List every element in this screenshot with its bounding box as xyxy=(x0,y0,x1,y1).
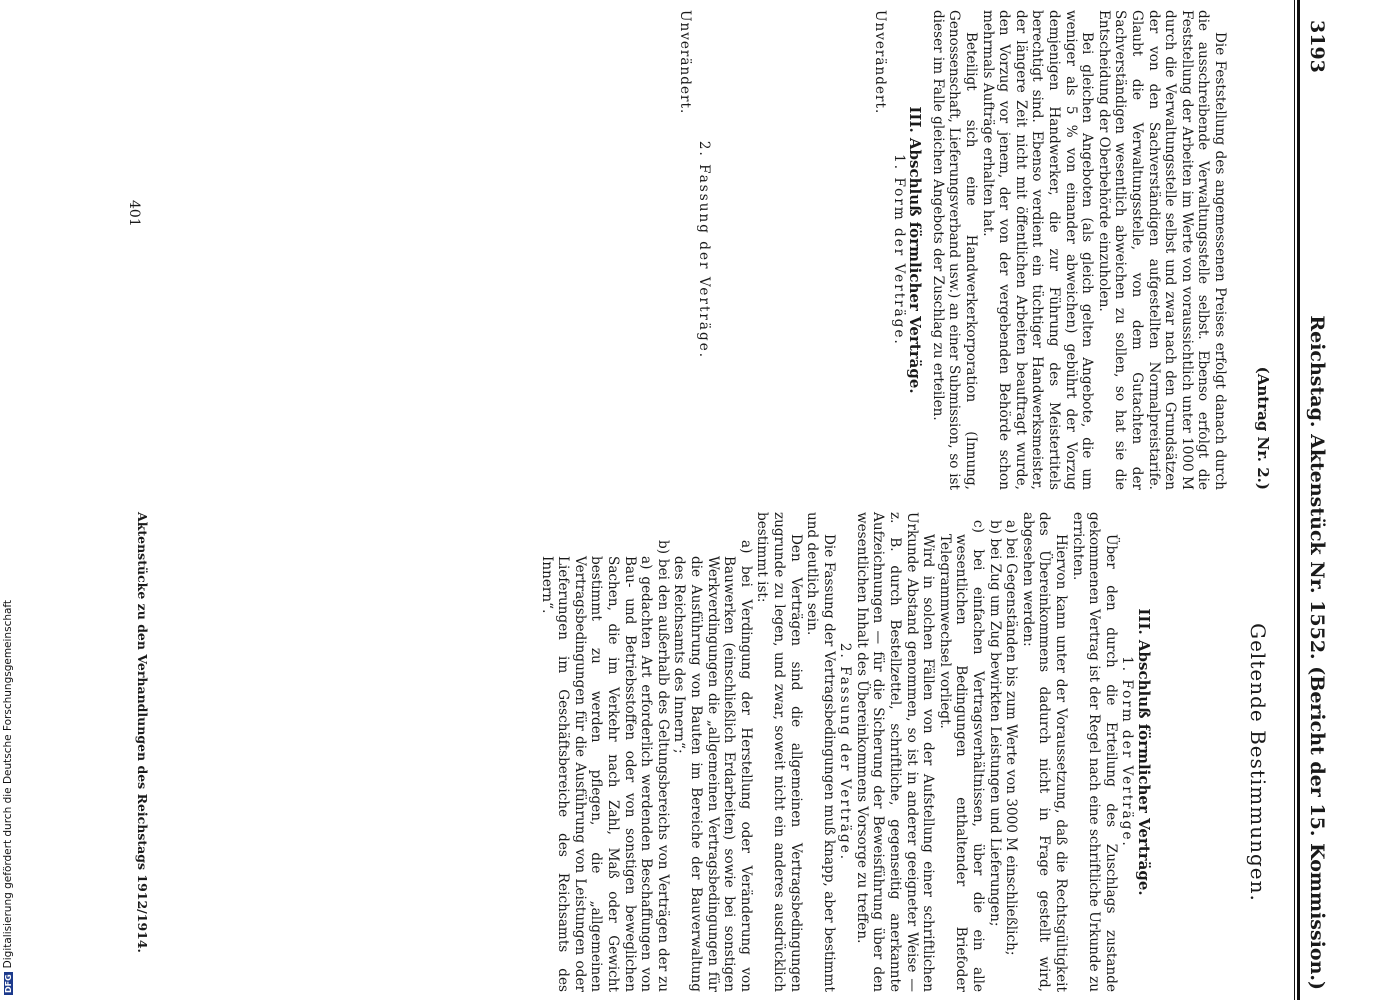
paragraph: Den Verträgen sind die allgemeinen Vertragsbedingungen zugrunde zu legen, und zwar, soweit nicht ein anderes ausdrücklich bestimmt ist: xyxy=(754,512,804,992)
dfg-logo: DFG xyxy=(4,974,13,993)
header-page-number: 3193 xyxy=(1306,20,1328,73)
section-title-geltende: Geltende Bestimmungen. xyxy=(1246,623,1270,902)
page-header xyxy=(1304,20,1328,990)
paragraph: Über den durch die Erteilung des Zuschlags zustande gekommenen Vertrag ist der Regel nach eine schriftliche Urkunde zu errichten. xyxy=(1069,512,1119,992)
header-rule xyxy=(1297,0,1300,1000)
list-item: b) bei Zug um Zug bewirkten Leistungen und Lieferungen; xyxy=(986,520,1003,927)
list-item: c) bei einfachen Vertragsverhältnissen, über die ein alle wesentlichen Bedingungen enthaltender Briefoder Telegrammwechsel vorliegt. xyxy=(936,520,987,992)
subsection-heading: 1. Form der Verträge. xyxy=(1119,656,1136,848)
list-item: a) bei Verdingung der Herstellung oder Veränderung von Bauwerken (einschließlich Erdarbeiten) sowie bei sonstigen Werkverdingungen die „allgemeinen Vertragsbedingungen für die Ausführung von Bauten im Bereiche der Bauverwaltung des Reichsamts des Innern“; xyxy=(671,540,754,992)
paragraph: Hiervon kann unter der Voraussetzung, daß die Rechtsgültigkeit des Übereinkommens dadurch nicht in Frage gestellt wird, abgesehen werden: xyxy=(1019,512,1070,992)
subsection-heading: 2. Fassung der Verträge. xyxy=(837,642,854,862)
digitization-credit xyxy=(2,575,16,995)
antrag-label: (Antrag Nr. 2.) xyxy=(1254,366,1272,490)
unchanged-note: Unverändert. xyxy=(872,10,889,115)
subsection-heading: 1. Form der Verträge. xyxy=(890,154,907,346)
section-heading: III. Abschluß förmlicher Verträge. xyxy=(1135,608,1153,896)
list-item: b) bei den außerhalb des Geltungsbereichs von Verträgen der zu a) gedachten Art erforderlich werdenden Beschaffungen von Bau- und Betriebsstoffen oder von sonstigen beweglichen Sachen, die im Verkehr nach Zahl, Maß oder Gewicht bestimmt zu werden pflegen, die „allgemeinen Vertragsbedingungen für die Ausführung von Leistungen oder Lieferungen im Geschäftsbereiche des Reichsamts des Innern“. xyxy=(538,540,671,992)
unchanged-note: Unverändert. xyxy=(676,10,693,115)
footer-note: Aktenstücke zu den Verhandlungen des Reichstags 1912/1914. xyxy=(135,512,150,953)
header-title: Reichstag. Aktenstück Nr. 1552. (Bericht der 15. Kommission.) xyxy=(1306,315,1328,990)
section-heading: III. Abschluß förmlicher Verträge. xyxy=(906,106,925,394)
subsection-heading: 2. Fassung der Verträge. xyxy=(695,140,712,360)
paragraph: Die Fassung der Vertragsbedingungen muß knapp, aber bestimmt und deutlich sein. xyxy=(804,512,837,992)
amended-text-column xyxy=(676,10,1228,490)
page-number: 401 xyxy=(126,200,142,227)
paragraph: Wird in solchen Fällen von der Aufstellung einer schriftlichen Urkunde Abstand genommen, so ist in anderer geeigneter Weise — z. B. durch Bestellzettel, schriftliche, gegenseitig anerkannte Aufzeichnungen — für die Sicherung der Beweisführung über den wesentlichen Inhalt des Übereinkommens Vorsorge zu treffen. xyxy=(853,512,937,992)
list-item: a) bei Gegenständen bis zum Werte von 3000 M einschließlich; xyxy=(1003,520,1020,956)
paragraph: Die Feststellung des angemessenen Preises erfolgt danach durch die ausschreibende Verwaltungsstelle selbst. Ebenso erfolgt die Feststellung der Arbeiten im Werte von voraussichtlich unter 1000 M durch die Verwaltungsstelle selbst und zwar nach den Grundsätzen der von den Sachverständigen aufgestellten Normalpreistarife. Glaubt die Verwaltungsstelle, von dem Gutachten der Sachverständigen wesentlich abweichen zu sollen, so hat sie die Entscheidung der Oberbehörde einzuholen. xyxy=(1095,10,1228,490)
credit-text: Digitalisierung gefördert durch die Deutsche Forschungsgemeinschaft xyxy=(2,599,14,969)
paragraph: Beteiligt sich eine Handwerkerkorporation (Innung, Genossenschaft, Lieferungsverband usw.) an einer Submission, so ist dieser im Falle gleichen Angebots der Zuschlag zu erteilen. xyxy=(929,10,980,490)
header-rule-thin xyxy=(1294,0,1295,1000)
current-text-column xyxy=(538,512,1228,992)
rotated-document xyxy=(40,0,1340,1000)
paragraph: Bei gleichen Angeboten (als gleich gelten Angebote, die um weniger als 5 % von einander abweichen) gebührt der Vorzug demjenigen Handwerker, die zur Führung des Meistertitels berechtigt sind. Ebenso verdient ein tüchtiger Handwerksmeister, der längere Zeit nicht mit öffentlichen Arbeiten beauftragt wurde, den Vorzug vor jenem, der von der vergebenden Behörde schon mehrmals Aufträge erhalten hat. xyxy=(979,10,1096,490)
